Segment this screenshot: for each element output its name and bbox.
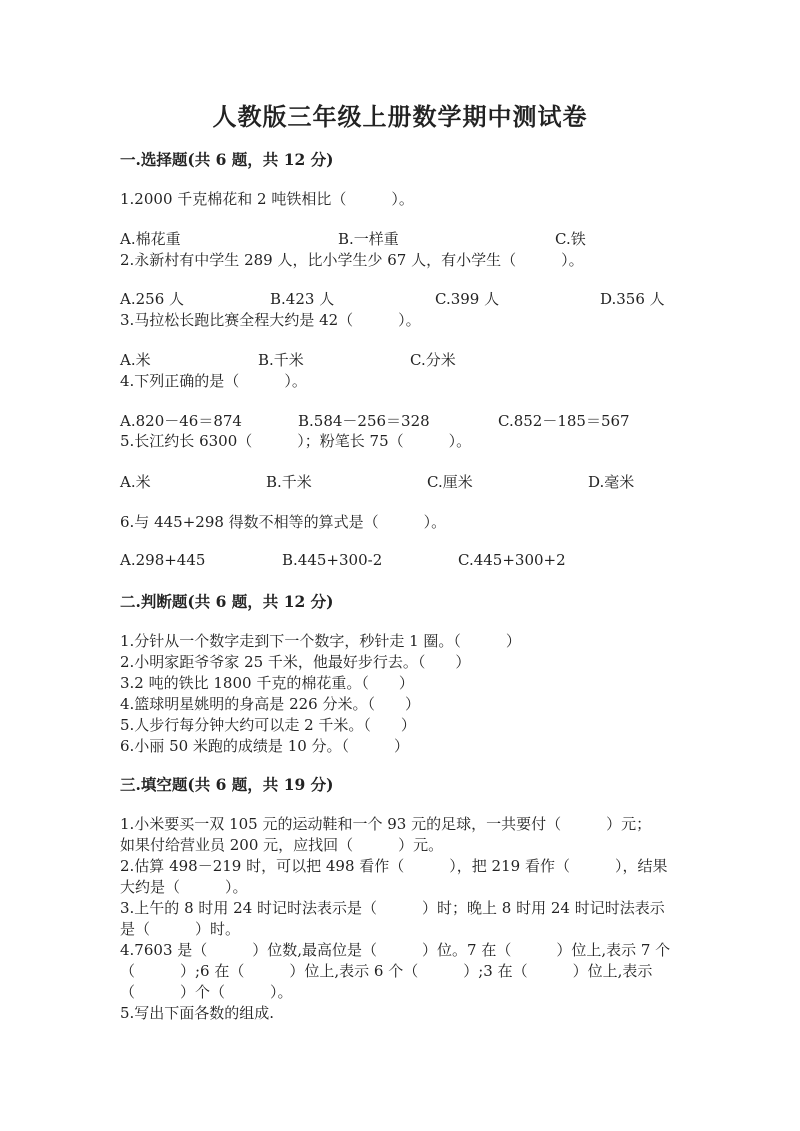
- question-stem: 4.下列正确的是（ ）。: [120, 372, 307, 390]
- judge-item: 6.小丽 50 米跑的成绩是 10 分。（ ）: [120, 737, 410, 755]
- judge-item: 2.小明家距爷爷家 25 千米，他最好步行去。（ ）: [120, 653, 471, 671]
- question-stem: 1.2000 千克棉花和 2 吨铁相比（ ）。: [120, 190, 414, 208]
- fill-line: 5.写出下面各数的组成.: [120, 1004, 275, 1022]
- option: C.445+300+2: [458, 551, 566, 569]
- option: C.852－185＝567: [498, 412, 630, 430]
- option: B.584－256＝328: [298, 412, 430, 430]
- option: A.820－46＝874: [120, 412, 242, 430]
- section-heading-choice: 一.选择题(共 6 题，共 12 分): [120, 150, 334, 169]
- section-heading-judge: 二.判断题(共 6 题，共 12 分): [120, 592, 334, 611]
- option: B.423 人: [270, 290, 335, 308]
- fill-line: 是（ ）时。: [120, 920, 241, 938]
- fill-line: （ ）个（ ）。: [120, 983, 293, 1001]
- option: A.米: [120, 351, 151, 369]
- fill-line: 3.上午的 8 时用 24 时记时法表示是（ ）时；晚上 8 时用 24 时记时法表示: [120, 899, 665, 917]
- option: A.米: [120, 473, 151, 491]
- option: A.256 人: [120, 290, 184, 308]
- option: C.分米: [410, 351, 456, 369]
- fill-line: （ ）;6 在（ ）位上,表示 6 个（ ）;3 在（ ）位上,表示: [120, 962, 653, 980]
- question-stem: 3.马拉松长跑比赛全程大约是 42（ ）。: [120, 311, 421, 329]
- option: C.厘米: [427, 473, 473, 491]
- option: D.356 人: [600, 290, 665, 308]
- option: A.棉花重: [120, 230, 181, 248]
- judge-item: 4.篮球明星姚明的身高是 226 分米。（ ）: [120, 695, 420, 713]
- section-heading-fill: 三.填空题(共 6 题，共 19 分): [120, 775, 334, 794]
- option: C.399 人: [435, 290, 500, 308]
- judge-item: 3.2 吨的铁比 1800 千克的棉花重。（ ）: [120, 674, 414, 692]
- option: C.铁: [555, 230, 586, 248]
- option: B.千米: [266, 473, 312, 491]
- option: B.千米: [258, 351, 304, 369]
- judge-item: 5.人步行每分钟大约可以走 2 千米。（ ）: [120, 716, 416, 734]
- option: B.一样重: [338, 230, 399, 248]
- fill-line: 如果付给营业员 200 元，应找回（ ）元。: [120, 836, 444, 854]
- question-stem: 2.永新村有中学生 289 人，比小学生少 67 人，有小学生（ ）。: [120, 251, 584, 269]
- page-title: 人教版三年级上册数学期中测试卷: [212, 102, 588, 131]
- fill-line: 1.小米要买一双 105 元的运动鞋和一个 93 元的足球，一共要付（ ）元；: [120, 815, 652, 833]
- option: D.毫米: [588, 473, 635, 491]
- fill-line: 2.估算 498－219 时，可以把 498 看作（ ），把 219 看作（ ），结果: [120, 857, 668, 875]
- question-stem: 5.长江约长 6300（ ）；粉笔长 75（ ）。: [120, 432, 472, 450]
- fill-line: 4.7603 是（ ）位数,最高位是（ ）位。7 在（ ）位上,表示 7 个: [120, 941, 671, 959]
- judge-item: 1.分针从一个数字走到下一个数字，秒针走 1 圈。（ ）: [120, 632, 521, 650]
- question-stem: 6.与 445+298 得数不相等的算式是（ ）。: [120, 513, 447, 531]
- option: A.298+445: [120, 551, 206, 569]
- option: B.445+300-2: [282, 551, 383, 569]
- fill-line: 大约是（ ）。: [120, 878, 248, 896]
